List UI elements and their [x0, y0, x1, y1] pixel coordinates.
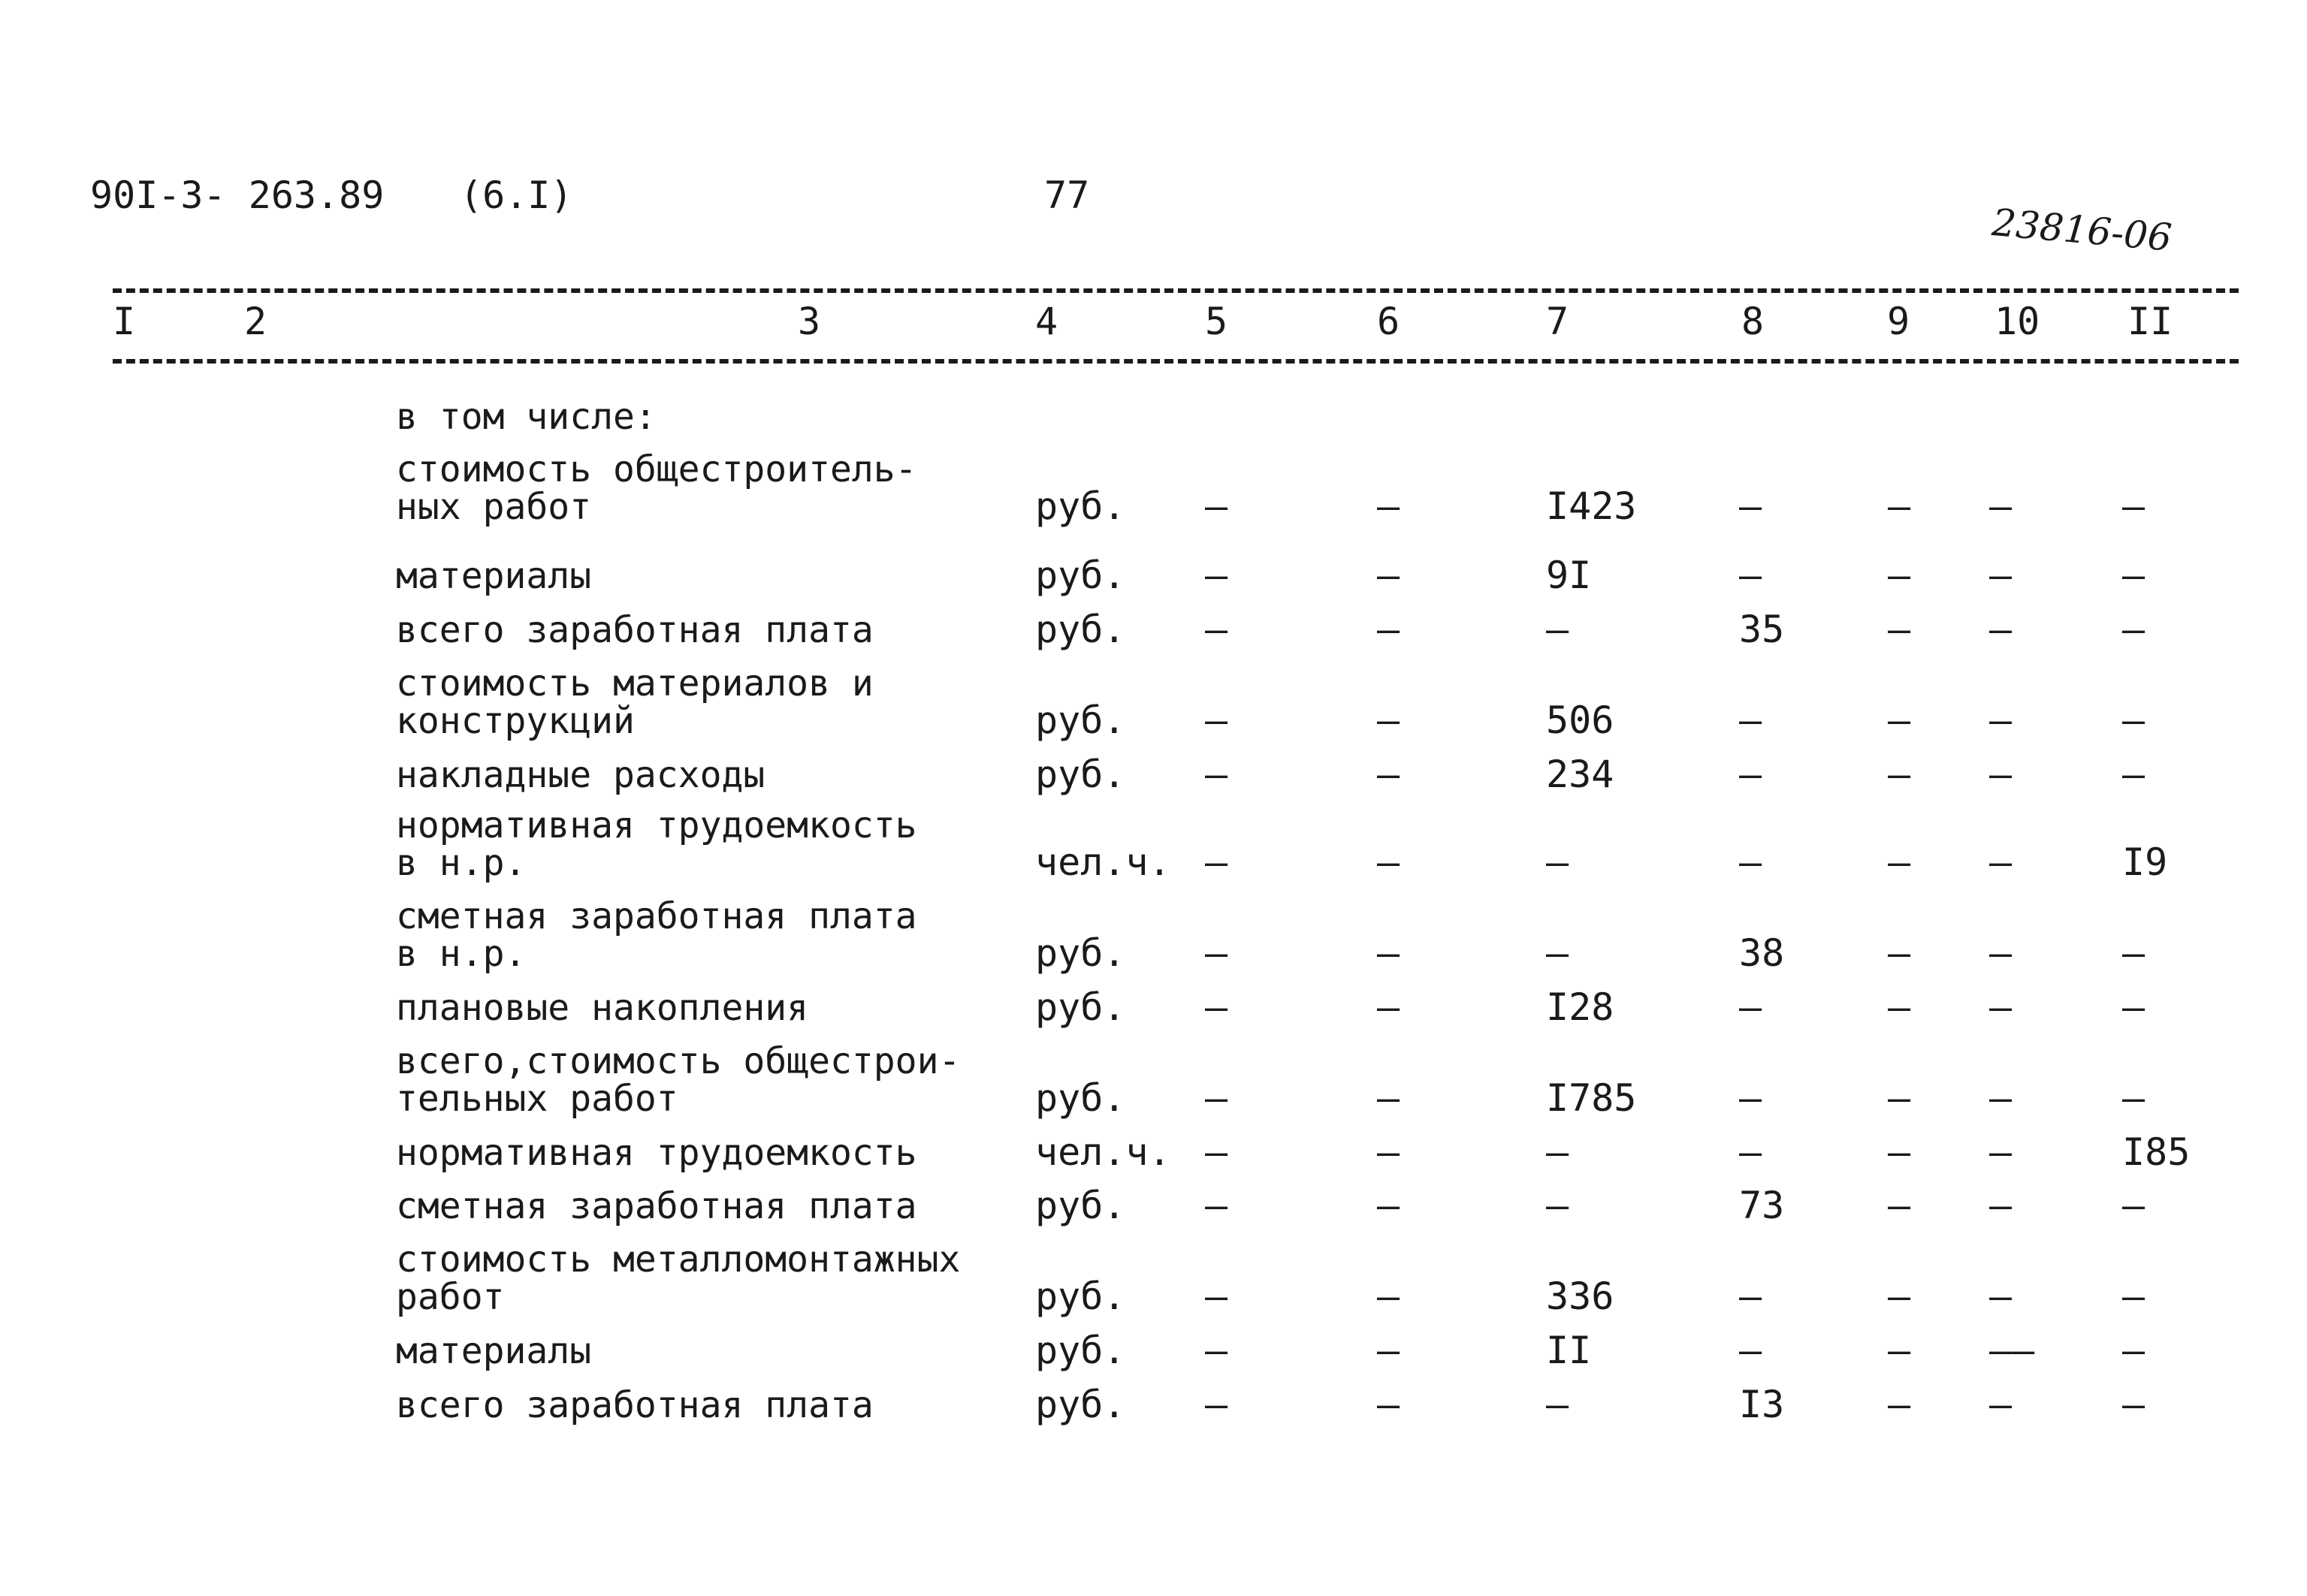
column-number: 2: [244, 300, 267, 343]
page-number: 77: [1044, 173, 1090, 217]
col9-cell: –: [1888, 985, 1911, 1029]
col5-cell: –: [1205, 1076, 1228, 1120]
col7-cell: 9I: [1546, 554, 1592, 597]
column-number: 9: [1887, 300, 1910, 343]
col10-cell: –: [1989, 753, 2013, 796]
bottom-dashed-rule: [113, 359, 2239, 364]
row-label-line: работ: [396, 1276, 505, 1318]
col6-cell: –: [1377, 1076, 1400, 1120]
col9-cell: –: [1888, 1130, 1911, 1174]
col8-cell: –: [1739, 1329, 1762, 1372]
col10-cell: –: [1989, 1383, 2013, 1426]
row-label-line: в н.р.: [396, 842, 527, 884]
row-label-line: всего заработная плата: [396, 1384, 874, 1426]
col8-cell: 73: [1739, 1184, 1785, 1227]
col5-cell: –: [1205, 753, 1228, 796]
unit-cell: руб.: [1035, 698, 1126, 742]
row-label-line: стоимость металломонтажных: [396, 1238, 961, 1281]
col5-cell: –: [1205, 1329, 1228, 1372]
col8-cell: –: [1739, 1130, 1762, 1174]
col6-cell: –: [1377, 484, 1400, 528]
row-label-line: конструкций: [396, 700, 635, 742]
col6-cell: –: [1377, 1383, 1400, 1426]
unit-cell: чел.ч.: [1035, 840, 1171, 884]
col11-cell: –: [2122, 1329, 2145, 1372]
col11-cell: –: [2122, 753, 2145, 796]
row-label-line: в н.р.: [396, 933, 527, 975]
col5-cell: –: [1205, 931, 1228, 975]
col7-cell: –: [1546, 1184, 1569, 1227]
col10-cell: ––: [1989, 1329, 2035, 1372]
col6-cell: –: [1377, 985, 1400, 1029]
col6-cell: –: [1377, 931, 1400, 975]
col9-cell: –: [1888, 484, 1911, 528]
column-number: 6: [1377, 300, 1400, 343]
col7-cell: 234: [1546, 753, 1614, 796]
intro-text: в том числе:: [396, 396, 657, 438]
row-label-line: всего,стоимость общестрои-: [396, 1040, 961, 1082]
unit-cell: руб.: [1035, 554, 1126, 597]
col6-cell: –: [1377, 698, 1400, 742]
col7-cell: I28: [1546, 985, 1614, 1029]
column-number: 4: [1035, 300, 1058, 343]
col7-cell: II: [1546, 1329, 1592, 1372]
col10-cell: –: [1989, 1275, 2013, 1318]
row-label-line: стоимость материалов и: [396, 662, 874, 704]
row-label-line: ных работ: [396, 486, 592, 528]
col7-cell: I785: [1546, 1076, 1637, 1120]
col5-cell: –: [1205, 608, 1228, 651]
col9-cell: –: [1888, 698, 1911, 742]
unit-cell: руб.: [1035, 1329, 1126, 1372]
col10-cell: –: [1989, 608, 2013, 651]
document-code: 90I-3- 263.89: [90, 173, 385, 217]
col7-cell: –: [1546, 840, 1569, 884]
col5-cell: –: [1205, 554, 1228, 597]
row-label-line: плановые накопления: [396, 987, 809, 1029]
col9-cell: –: [1888, 1076, 1911, 1120]
col10-cell: –: [1989, 1076, 2013, 1120]
row-label-line: тельных работ: [396, 1078, 678, 1120]
col9-cell: –: [1888, 1383, 1911, 1426]
row-label-line: всего заработная плата: [396, 609, 874, 651]
col11-cell: –: [2122, 1275, 2145, 1318]
col9-cell: –: [1888, 1275, 1911, 1318]
col7-cell: –: [1546, 608, 1569, 651]
col11-cell: –: [2122, 698, 2145, 742]
col6-cell: –: [1377, 1130, 1400, 1174]
unit-cell: чел.ч.: [1035, 1130, 1171, 1174]
col8-cell: –: [1739, 753, 1762, 796]
row-label-line: стоимость общестроитель-: [396, 448, 917, 490]
unit-cell: руб.: [1035, 931, 1126, 975]
unit-cell: руб.: [1035, 1275, 1126, 1318]
col10-cell: –: [1989, 840, 2013, 884]
col8-cell: 35: [1739, 608, 1785, 651]
col9-cell: –: [1888, 554, 1911, 597]
col11-cell: –: [2122, 554, 2145, 597]
col5-cell: –: [1205, 1383, 1228, 1426]
unit-cell: руб.: [1035, 484, 1126, 528]
row-label-line: накладные расходы: [396, 754, 765, 796]
col8-cell: –: [1739, 1275, 1762, 1318]
col10-cell: –: [1989, 1184, 2013, 1227]
col7-cell: –: [1546, 1130, 1569, 1174]
row-label-line: сметная заработная плата: [396, 895, 917, 937]
unit-cell: руб.: [1035, 1184, 1126, 1227]
col10-cell: –: [1989, 931, 2013, 975]
col6-cell: –: [1377, 1184, 1400, 1227]
col9-cell: –: [1888, 840, 1911, 884]
row-label: [396, 804, 917, 884]
unit-cell: руб.: [1035, 985, 1126, 1029]
col8-cell: I3: [1739, 1383, 1785, 1426]
row-label-line: нормативная трудоемкость: [396, 1132, 917, 1174]
col11-cell: –: [2122, 484, 2145, 528]
row-label-line: материалы: [396, 555, 592, 597]
table-row: [0, 696, 2307, 794]
col10-cell: –: [1989, 554, 2013, 597]
col8-cell: –: [1739, 484, 1762, 528]
row-label-line: материалы: [396, 1330, 592, 1372]
col5-cell: –: [1205, 1184, 1228, 1227]
col7-cell: –: [1546, 1383, 1569, 1426]
col9-cell: –: [1888, 753, 1911, 796]
col7-cell: 506: [1546, 698, 1614, 742]
column-number: 5: [1205, 300, 1228, 343]
col6-cell: –: [1377, 608, 1400, 651]
col9-cell: –: [1888, 1184, 1911, 1227]
row-label: [396, 1386, 874, 1424]
col6-cell: –: [1377, 1329, 1400, 1372]
col8-cell: –: [1739, 698, 1762, 742]
col8-cell: –: [1739, 985, 1762, 1029]
col8-cell: –: [1739, 1076, 1762, 1120]
col8-cell: –: [1739, 840, 1762, 884]
col11-cell: –: [2122, 1184, 2145, 1227]
col5-cell: –: [1205, 985, 1228, 1029]
col8-cell: 38: [1739, 931, 1785, 975]
col9-cell: –: [1888, 931, 1911, 975]
col5-cell: –: [1205, 840, 1228, 884]
unit-cell: руб.: [1035, 608, 1126, 651]
col6-cell: –: [1377, 840, 1400, 884]
col6-cell: –: [1377, 1275, 1400, 1318]
table-row: [0, 784, 2307, 882]
column-number: 8: [1741, 300, 1765, 343]
col6-cell: –: [1377, 753, 1400, 796]
row-label-line: нормативная трудоемкость: [396, 804, 917, 846]
column-number: II: [2127, 300, 2173, 343]
col7-cell: 336: [1546, 1275, 1614, 1318]
col11-cell: –: [2122, 1383, 2145, 1426]
col11-cell: –: [2122, 931, 2145, 975]
unit-cell: руб.: [1035, 1383, 1126, 1426]
col5-cell: –: [1205, 1130, 1228, 1174]
col11-cell: –: [2122, 1076, 2145, 1120]
table-row: [0, 929, 2307, 1027]
unit-cell: руб.: [1035, 753, 1126, 796]
col7-cell: I423: [1546, 484, 1637, 528]
col10-cell: –: [1989, 484, 2013, 528]
col11-cell: –: [2122, 608, 2145, 651]
top-dashed-rule: [113, 288, 2239, 293]
col6-cell: –: [1377, 554, 1400, 597]
table-row: [0, 1127, 2307, 1225]
col10-cell: –: [1989, 985, 2013, 1029]
col5-cell: –: [1205, 484, 1228, 528]
col10-cell: –: [1989, 1130, 2013, 1174]
column-number: 3: [798, 300, 821, 343]
col11-cell: I85: [2122, 1130, 2191, 1174]
col5-cell: –: [1205, 698, 1228, 742]
inventory-number: 23816-06: [1990, 201, 2174, 260]
col9-cell: –: [1888, 1329, 1911, 1372]
col8-cell: –: [1739, 554, 1762, 597]
col5-cell: –: [1205, 1275, 1228, 1318]
column-number: 10: [1994, 300, 2040, 343]
table-row: [0, 1326, 2307, 1424]
col11-cell: I9: [2122, 840, 2168, 884]
col11-cell: –: [2122, 985, 2145, 1029]
section-number: (6.I): [460, 173, 573, 217]
row-label-line: сметная заработная плата: [396, 1185, 917, 1227]
col7-cell: –: [1546, 931, 1569, 975]
unit-cell: руб.: [1035, 1076, 1126, 1120]
col9-cell: –: [1888, 608, 1911, 651]
table-row: [0, 551, 2307, 649]
column-number: 7: [1546, 300, 1569, 343]
col10-cell: –: [1989, 698, 2013, 742]
column-number: I: [113, 300, 136, 343]
